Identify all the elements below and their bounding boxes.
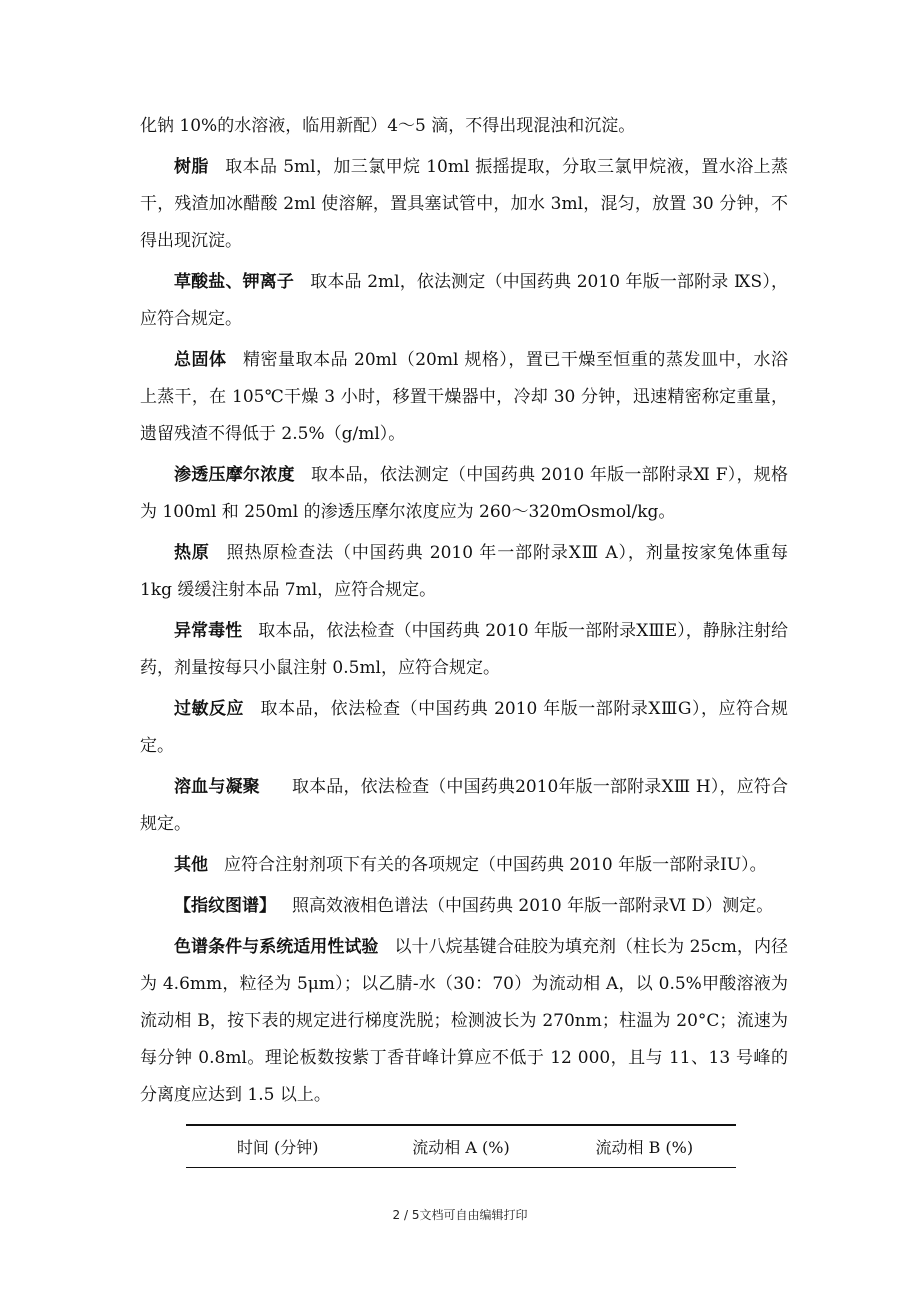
table-header-rule xyxy=(186,1167,736,1168)
gradient-table xyxy=(186,1124,736,1168)
paragraph-allergy xyxy=(140,691,788,765)
paragraph-term: 热原 xyxy=(174,543,210,563)
paragraph-text: 照高效液相色谱法（中国药典 2010 年版一部附录Ⅵ D）测定。 xyxy=(292,896,774,916)
table-header-phase-a: 流动相 A (%) xyxy=(412,1138,510,1157)
page-footer: 2 / 5文档可自由编辑打印 xyxy=(392,1208,528,1222)
paragraph-total-solids xyxy=(140,342,788,453)
paragraph-fingerprint xyxy=(140,888,788,925)
paragraph-chromatography xyxy=(140,929,788,1114)
table-header-row xyxy=(186,1126,736,1167)
paragraph-term: 【指纹图谱】 xyxy=(174,896,276,916)
paragraph-text: 精密量取本品 20ml（20ml 规格），置已干燥至恒重的蒸发皿中，水浴上蒸干，在 105℃干燥 3 小时，移置干燥器中，冷却 30 分钟，迅速精密称定重量，遗留残渣不得低于 2.5%（g/ml）。 xyxy=(140,350,788,444)
paragraph-hemolysis xyxy=(140,769,788,843)
paragraph-osmolality xyxy=(140,457,788,531)
paragraph-other xyxy=(140,847,788,884)
paragraph-text: 取本品，依法检查（中国药典 2010 年版一部附录ⅩⅢG），应符合规定。 xyxy=(140,699,788,756)
paragraph-text: 化钠 10%的水溶液，临用新配）4～5 滴，不得出现混浊和沉淀。 xyxy=(140,116,636,136)
paragraph-pyrogen xyxy=(140,535,788,609)
paragraph-term: 总固体 xyxy=(174,350,227,370)
paragraph-oxalate xyxy=(140,264,788,338)
paragraph-toxicity xyxy=(140,613,788,687)
paragraph-text: 取本品，依法测定（中国药典 2010 年版一部附录Ⅺ F），规格为 100ml 和 250ml 的渗透压摩尔浓度应为 260～320mOsmol/kg。 xyxy=(140,465,788,522)
paragraph-text: 以十八烷基键合硅胶为填充剂（柱长为 25cm，内径为 4.6mm，粒径为 5μm）；以乙腈-水（30：70）为流动相 A，以 0.5%甲酸溶液为流动相 B，按下表的规定进行梯度洗脱；检测波长为 270nm；柱温为 20°C；流速为每分钟 0.8ml。理论板数按紫丁香苷峰计算应不低于 12 000，且与 11、13 号峰的分离度应达到 1.5 以上。 xyxy=(140,937,788,1105)
paragraph-text: 取本品 5ml，加三氯甲烷 10ml 振摇提取，分取三氯甲烷液，置水浴上蒸干，残渣加冰醋酸 2ml 使溶解，置具塞试管中，加水 3ml，混匀，放置 30 分钟，不得出现沉淀。 xyxy=(140,157,789,251)
body-text xyxy=(140,108,788,1118)
paragraph-text: 取本品，依法检查（中国药典2010年版一部附录ⅩⅢ H），应符合规定。 xyxy=(140,777,788,834)
paragraph-term: 草酸盐、钾离子 xyxy=(174,272,295,292)
paragraph-term: 溶血与凝聚 xyxy=(174,777,260,797)
paragraph-resin xyxy=(140,149,788,260)
table-header-time: 时间 (分钟) xyxy=(236,1138,319,1157)
table-header-phase-b: 流动相 B (%) xyxy=(595,1138,694,1157)
paragraph-text: 取本品，依法检查（中国药典 2010 年版一部附录ⅩⅢE），静脉注射给药，剂量按每只小鼠注射 0.5ml，应符合规定。 xyxy=(140,621,789,678)
paragraph-text: 照热原检查法（中国药典 2010 年一部附录ⅩⅢ A），剂量按家兔体重每 1kg 缓缓注射本品 7ml，应符合规定。 xyxy=(140,543,788,600)
paragraph-term: 异常毒性 xyxy=(174,621,243,641)
paragraph-text: 取本品 2ml，依法测定（中国药典 2010 年版一部附录 ⅨS），应符合规定。 xyxy=(140,272,788,329)
paragraph-term: 树脂 xyxy=(174,157,209,177)
paragraph-term: 色谱条件与系统适用性试验 xyxy=(174,937,379,957)
paragraph-term: 渗透压摩尔浓度 xyxy=(174,465,295,485)
paragraph-continuation xyxy=(140,108,788,145)
paragraph-term: 过敏反应 xyxy=(174,699,245,719)
paragraph-term: 其他 xyxy=(174,855,208,875)
paragraph-text: 应符合注射剂项下有关的各项规定（中国药典 2010 年版一部附录ⅠU）。 xyxy=(224,855,767,875)
